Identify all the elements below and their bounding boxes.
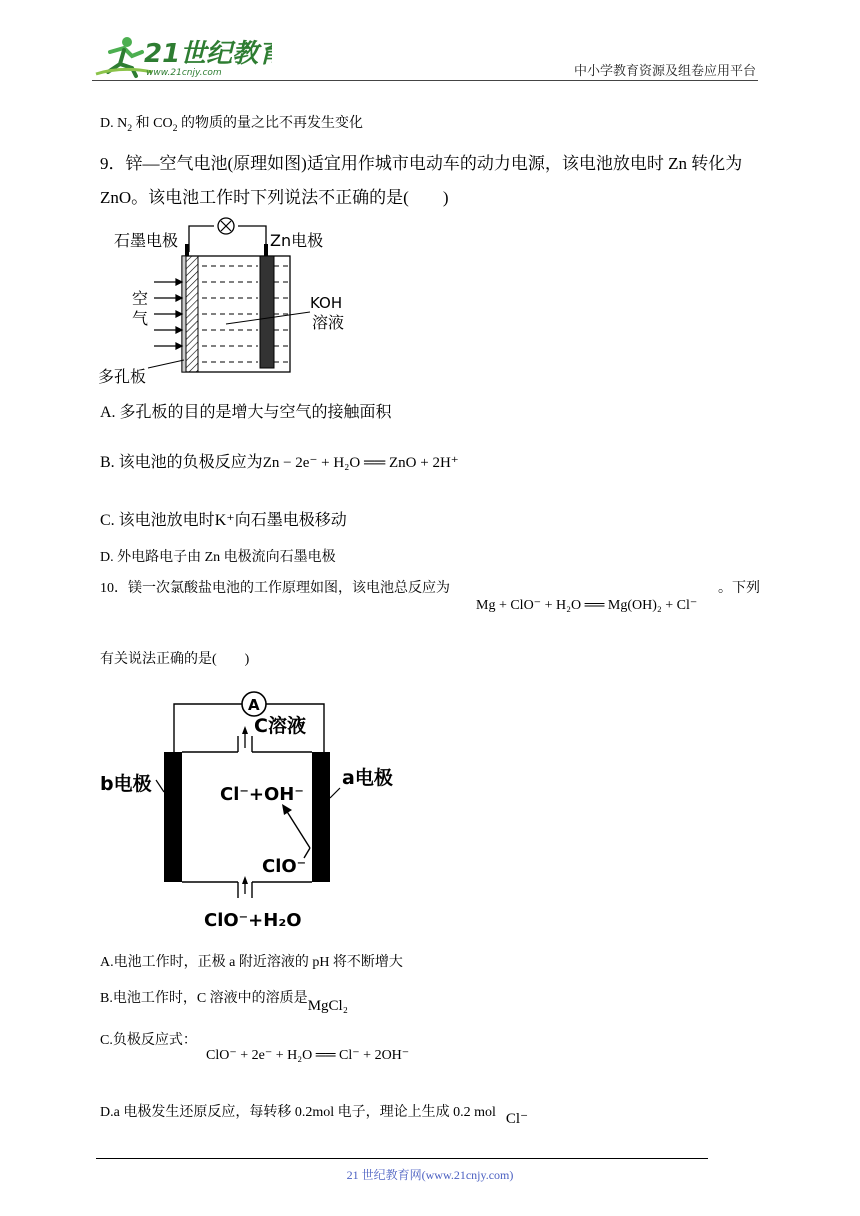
q10-stem-suffix: 。下列 [718,581,760,596]
svg-text:A: A [248,696,260,714]
label-c-solution: C溶液 [254,715,306,737]
label-b-electrode: b电极 [100,773,152,795]
q10-option-b-formula: MgCl₂ [307,998,348,1014]
footer-site-link[interactable]: 21 世纪教育网(www.21cnjy.com) [346,1168,514,1182]
a-electrode-plate [312,752,330,882]
q10-mg-clo-cell-diagram [96,680,406,930]
label-air-1: 空 [132,289,149,308]
q10-option-b: B.电池工作时，C 溶液中的溶质是MgCl₂ [100,991,348,1014]
label-inlet: ClO⁻+H₂O [204,910,302,930]
q9-zinc-air-cell-diagram [96,210,366,388]
q9-option-b: B. 该电池的负极反应为Zn − 2e⁻ + H₂O ══ ZnO + 2H⁺ [100,454,459,471]
q10-option-d: D.a 电极发生还原反应，每转移 0.2mol 电子，理论上生成 0.2 mol Cl⁻ [100,1105,528,1127]
footer-divider [96,1158,708,1159]
b-electrode-plate [164,752,182,882]
header-divider [92,80,758,81]
q10-option-c-formula: ClO⁻ + 2e⁻ + H₂O ══ Cl⁻ + 2OH⁻ [206,1048,410,1063]
header-platform-text: 中小学教育资源及组卷应用平台 [573,63,756,78]
label-products: Cl⁻+OH⁻ [220,784,304,805]
q8-option-d: D. $N_2$ 和 $CO_2$ 的物质的量之比不再发生变化 [100,116,363,134]
q10-stem-prefix: 10．镁一次氯酸盐电池的工作原理如图，该电池总反应为 [100,581,450,596]
site-logo [92,30,272,82]
q10-option-a: A.电池工作时，正极 a 附近溶液的 pH 将不断增大 [100,955,403,970]
q9-option-c: C. 该电池放电时K⁺向石墨电极移动 [100,512,347,529]
q9-option-d: D. 外电路电子由 Zn 电极流向石墨电极 [100,550,336,565]
logo-url: www.21cnjy.com [146,68,222,78]
label-solution: 溶液 [312,313,345,332]
q10-option-c-label: C.负极反应式： [100,1033,197,1048]
q10-stem-line2: 有关说法正确的是( ) [100,652,250,667]
label-graphite-electrode: 石墨电极 [114,231,179,250]
q10-total-reaction: Mg + ClO⁻ + H₂O ══ Mg(OH)₂ + Cl⁻ [476,598,698,613]
label-air-2: 气 [132,309,149,328]
q9-option-a: A. 多孔板的目的是增大与空气的接触面积 [100,404,392,421]
logo-text: 21世纪教育 [144,39,272,69]
label-koh: KOH [310,294,343,312]
label-porous-plate: 多孔板 [98,367,147,386]
label-a-electrode: a电极 [342,767,393,789]
label-clo: ClO⁻ [262,856,307,877]
label-zn-electrode: Zn电极 [270,231,324,250]
q9-stem-line2: ZnO。该电池工作时下列说法不正确的是( ) [100,188,449,207]
q9-stem-line1: 9．锌—空气电池(原理如图)适宜用作城市电动车的动力电源，该电池放电时 Zn 转化为 [100,154,743,173]
q9-option-b-formula: Zn − 2e⁻ + H₂O ══ ZnO + 2H⁺ [262,455,459,471]
